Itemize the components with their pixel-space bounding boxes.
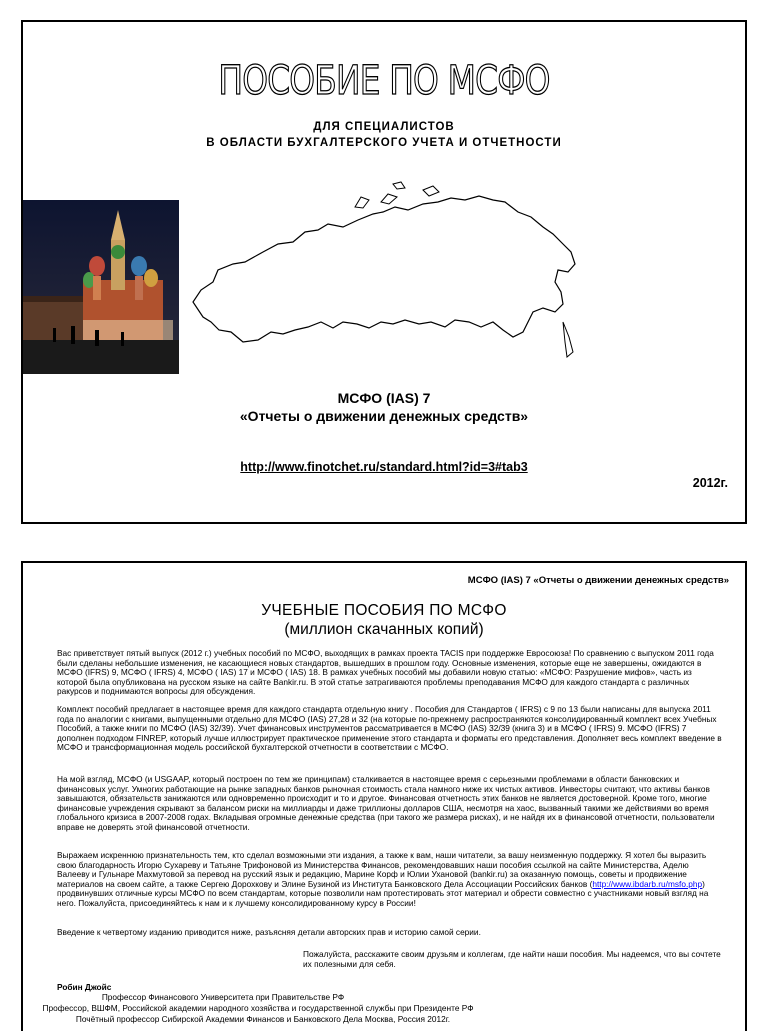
- standard-title: «Отчеты о движении денежных средств»: [239, 408, 529, 424]
- st-basil-cathedral-photo: [23, 200, 179, 374]
- standard-url-link[interactable]: http://www.finotchet.ru/standard.html?id=3#tab3: [240, 460, 528, 474]
- paragraph-4-text: Выражаем искреннюю признательность тем, кто сделал возможными эти издания, а также к вам, наши читатели, за вашу неизменную поддержку. Я хотел бы выразить свою благодарность Игорю Сухареву и Татьяне Трифоновой из Министерства Финансов, рекомендовавших наши пособия ссылкой на сайте Министерства, Аделю Валееву и Гульнаре Махмутовой за перевод на русский язык и редакцию, Марине Корф и Юлии Ухановой (bankir.ru) за оказанную помощь, советы и продвижение материалов на своем сайте, а также Сергею Дорохкову и Элине Бузиной из Института Банковского Дела Ассоциации Российских банков (: [57, 850, 707, 889]
- standard-code: МСФО (IAS) 7: [337, 390, 431, 406]
- page-header: МСФО (IAS) 7 «Отчеты о движении денежных средств»: [467, 575, 729, 586]
- paragraph-3: На мой взгляд, МСФО (и USGAAP, который построен по тем же принципам) сталкивается в настоящее время с серьезными проблемами в области банковских и финансовых услуг. Умногих работающие на рынке западных банков рыночная стоимость стала намного ниже их чистых активов. Инвесторы считают, что активы банков завышаются, обязательств занижаются или одновременно происходит и то и другое. Финансовая отчетность этих банков не является достоверной. Кроме того, многие финансовые учреждения скрывают за балансом риски на миллиарды и даже триллионы долларов США, несмотря на хаос, вызванный такими же действиями во время глобального кризиса в 2007-2008 годах. Вкладывая огромные денежные средства (при такого же размера рисках), и не найдя их в финансовой отчетности, пользователи вправе не доверять этой финансовой отчетности.: [57, 774, 715, 832]
- intro-page: [21, 561, 747, 1031]
- cover-year: 2012г.: [692, 476, 728, 490]
- ibdarb-link[interactable]: http://www.ibdarb.ru/msfo.php: [592, 878, 703, 889]
- paragraph-4: [57, 851, 723, 909]
- cover-subtitle-2: В ОБЛАСТИ БУХГАЛТЕРСКОГО УЧЕТА И ОТЧЕТНОСТИ: [206, 137, 562, 149]
- affiliation-1: Профессор Финансового Университета при Правительстве РФ: [101, 992, 345, 1002]
- cover-subtitle-1: ДЛЯ СПЕЦИАЛИСТОВ: [313, 121, 455, 133]
- paragraph-2: Комплект пособий предлагает в настоящее время для каждого стандарта отдельную книгу . Пособия для Стандартов ( IFRS) с 9 по 13 были написаны для выпуска 2011 года по аналогии с книгами, выпущенными отдельно для МСФО (IAS) 27,28 и 32 (на которые по-прежнему распространяются консолидированный комплект всех Учебных Пособий, а также книги по МСФО (IAS) 32/39). Учет финансовых инструментов рассматривается в МСФО (IAS) 32/39 (книга 3) и в МСФО ( IFRS) 9. МСФО (IFRS) 7 дополнен подходом FINREP, который лучше иллюстрирует практическое применение этого стандарта и форматы его представления. Дополняет весь комплект введение в МСФО и трансформационная модель российской бухгалтерской отчетности в соответствии с МСФО.: [57, 704, 722, 753]
- cover-page: [21, 20, 747, 524]
- closing-note: Пожалуйста, расскажите своим друзьям и коллегам, где найти наши пособия. Мы надеемся, что вы сочтете их полезными для себя.: [303, 949, 721, 969]
- paragraph-5: Введение к четвертому изданию приводится ниже, разъясняя детали авторских прав и историю самой серии.: [57, 927, 481, 937]
- russia-outline-map: [183, 172, 583, 372]
- cover-title: ПОСОБИЕ ПО МСФО: [218, 58, 550, 104]
- affiliation-2: Профессор, ВШФМ, Российской академии народного хозяйства и государственной службы при Президенте РФ: [42, 1003, 474, 1013]
- affiliation-3: Почётный профессор Сибирской Академии Финансов и Банковского Дела Москва, Россия 2012г.: [75, 1014, 451, 1024]
- paragraph-1: Вас приветствует пятый выпуск (2012 г.) учебных пособий по МСФО, выходящих в рамках проекта TACIS при поддержке Евросоюза! По сравнению с выпуском 2011 года были сделаны небольшие изменения, не касающиеся новых стандартов, вышедших в прошлом году. Основные изменения, которые еще не завершены, ожидаются в МСФО (IFRS) 9, МСФО ( IFRS) 4, МСФО ( IAS) 17 и МСФО ( IAS) 18. В рамках учебных пособий мы добавили новую статью: «МСФО: Разрушение мифов», часть из которой была опубликована на русском языке на сайте Bankir.ru. В этой статье затрагиваются проблемы преподавания МСФО для каждого стандарта с различных ракурсов и поднимаются вопросы для обсуждения.: [57, 648, 714, 697]
- author-name: Робин Джойс: [57, 982, 112, 992]
- paragraph-4-tail: ) продвинувших отличные курсы МСФО по всем стандартам, которые позволили нам протестировать этот материал и обрести совместно с участниками новый взгляд на него. Пожалуйста, присоединяйтесь к нам и к лучшему консолидированному курсу в России!: [57, 878, 709, 908]
- page-subheading: (миллион скачанных копий): [284, 621, 484, 638]
- page-heading: УЧЕБНЫЕ ПОСОБИЯ ПО МСФО: [261, 602, 507, 619]
